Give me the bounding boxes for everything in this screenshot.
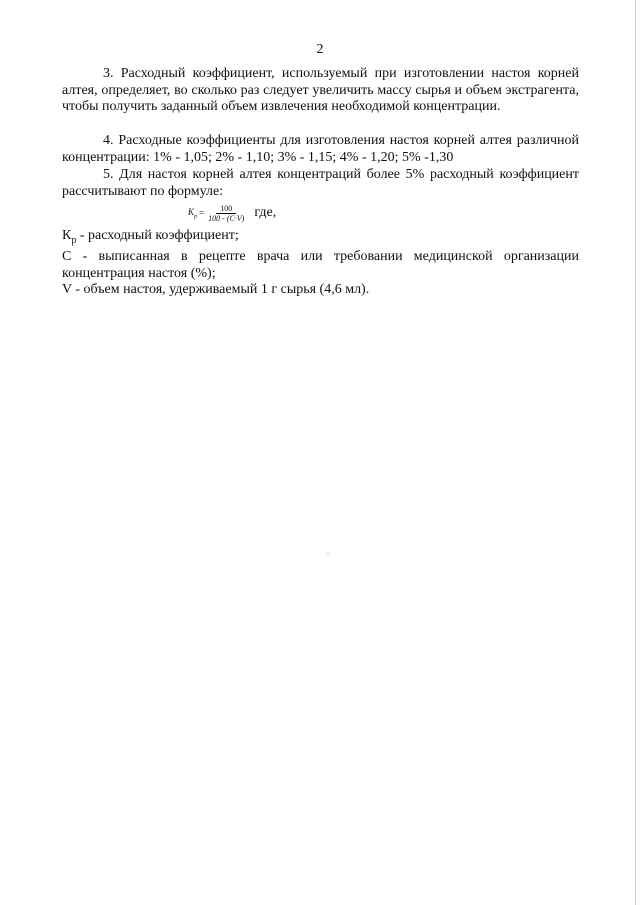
paragraph-5: 5. Для настоя корней алтея концентраций более 5% расходный коэффициент рассчитывают по формуле: xyxy=(62,167,579,199)
definitions-block xyxy=(62,228,579,299)
page-number: 2 xyxy=(316,42,324,57)
definition-kp: $К_р$ - расходный коэффициент; xyxy=(62,228,239,246)
formula-trailing-text: где, xyxy=(254,205,277,220)
paragraph-4: 4. Расходные коэффициенты для изготовления настоя корней алтея различной концентрации: 1% - 1,05; 2% - 1,10; 3% - 1,15; 4% - 1,20; 5% -1,30 xyxy=(62,133,579,165)
definition-c: С - выписанная в рецепте врача или требовании медицинской организации концентрация настоя (%); xyxy=(62,249,579,281)
formula xyxy=(188,201,276,225)
scan-speck xyxy=(327,553,329,554)
formula-fraction xyxy=(206,204,246,223)
definition-v: V - объем настоя, удерживаемый 1 г сырья (4,6 мл). xyxy=(62,282,370,298)
formula-equals: = xyxy=(199,208,205,218)
formula-denominator: 100 - (C·V) xyxy=(208,213,245,223)
definition-kp-subscript: р xyxy=(71,234,77,246)
page-edge-line xyxy=(635,0,636,905)
paragraph-3: 3. Расходный коэффициент, используемый при изготовлении настоя корней алтея, определяет, во сколько раз следует увеличить массу сырья и объем экстрагента, чтобы получить заданный объем извлечения необходимой концентрации. xyxy=(62,66,579,114)
formula-symbol: $K_p$ xyxy=(188,206,198,220)
formula-subscript: p xyxy=(194,213,198,220)
formula-numerator: 100 xyxy=(216,204,236,214)
